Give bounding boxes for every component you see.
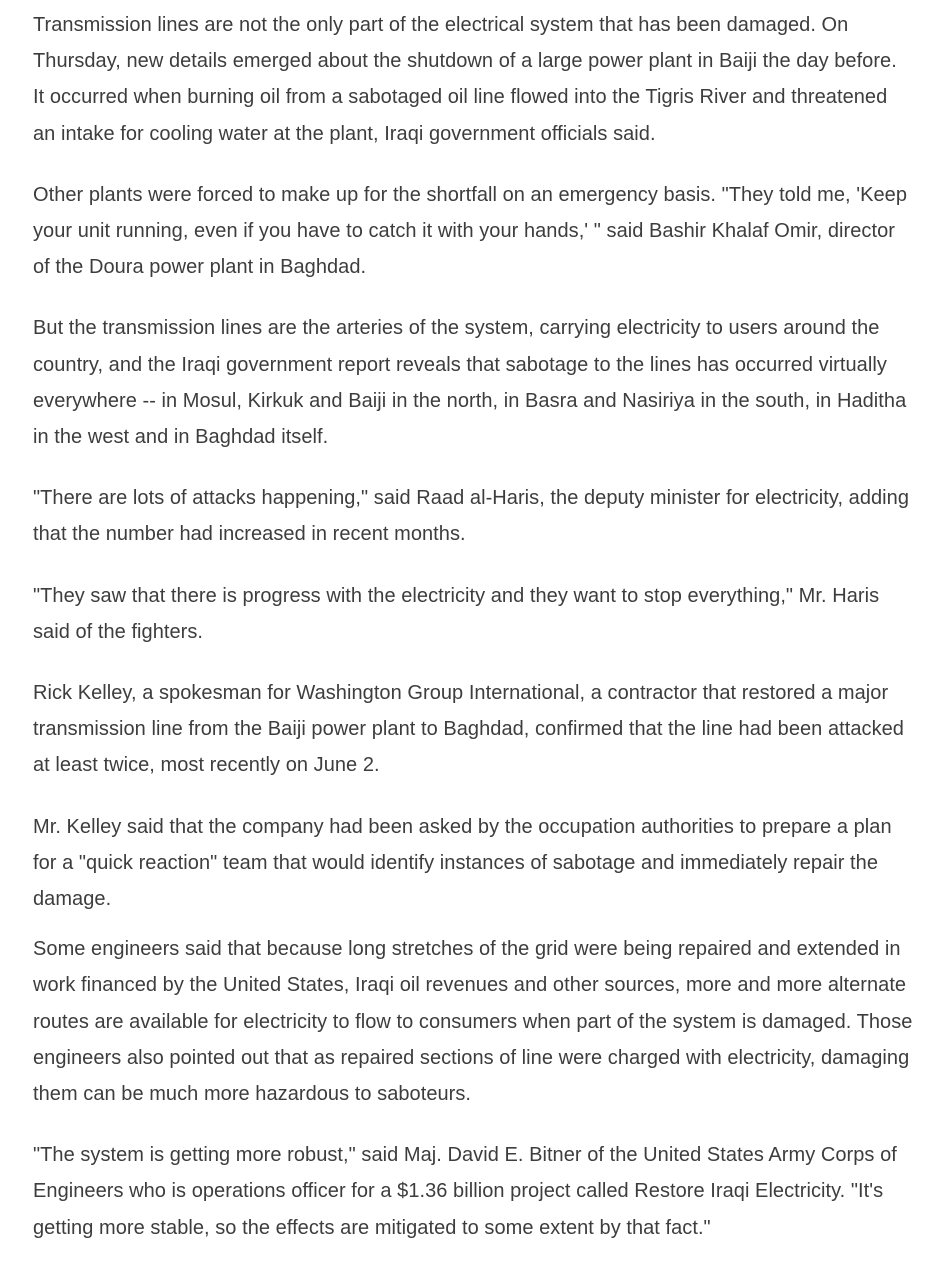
- paragraph-alternate-routes: Some engineers said that because long stretches of the grid were being repaired and extended in work financed by the United States, Iraqi oil revenues and other sources, more and more alternate routes are available for electricity to flow to consumers when part of the system is damaged. Those engineers also pointed out that as repaired sections of line were charged with electricity, damaging them can be much more hazardous to saboteurs.: [33, 938, 913, 1106]
- article-body: [33, 7, 913, 1271]
- paragraph-attacks-happening: "There are lots of attacks happening," said Raad al-Haris, the deputy minister for electricity, adding that the number had increased in recent months.: [33, 487, 910, 546]
- paragraph-progress-quote: "They saw that there is progress with the electricity and they want to stop everything," Mr. Haris said of the fighters.: [33, 584, 880, 643]
- paragraph-emergency-basis: Other plants were forced to make up for the shortfall on an emergency basis. "They told me, 'Keep your unit running, even if you have to catch it with your hands,' " said Bashir Khalaf Omir, director of the Doura power plant in Baghdad.: [33, 183, 907, 279]
- paragraph-system-robust: "The system is getting more robust," said Maj. David E. Bitner of the United States Army Corps of Engineers who is operations officer for a $1.36 billion project called Restore Iraqi Electricity. "It's getting more stable, so the effects are mitigated to some extent by that fact.": [33, 1144, 897, 1239]
- paragraph-baiji-shutdown: Transmission lines are not the only part of the electrical system that has been damaged. On Thursday, new details emerged about the shutdown of a large power plant in Baiji the day before. It occurred when burning oil from a sabotaged oil line flowed into the Tigris River and threatened an intake for cooling water at the plant, Iraqi government officials said.: [33, 14, 897, 145]
- paragraph-quick-reaction: Mr. Kelley said that the company had been asked by the occupation authorities to prepare a plan for a "quick reaction" team that would identify instances of sabotage and immediately repair the damage.: [33, 815, 892, 911]
- paragraph-transmission-arteries: But the transmission lines are the arteries of the system, carrying electricity to users around the country, and the Iraqi government report reveals that sabotage to the lines has occurred virtually everywhere -- in Mosul, Kirkuk and Baiji in the north, in Basra and Nasiriya in the south, in Haditha in the west and in Baghdad itself.: [33, 317, 907, 449]
- paragraph-washington-group: Rick Kelley, a spokesman for Washington Group International, a contractor that restored a major transmission line from the Baiji power plant to Baghdad, confirmed that the line had been attacked at least twice, most recently on June 2.: [33, 682, 904, 777]
